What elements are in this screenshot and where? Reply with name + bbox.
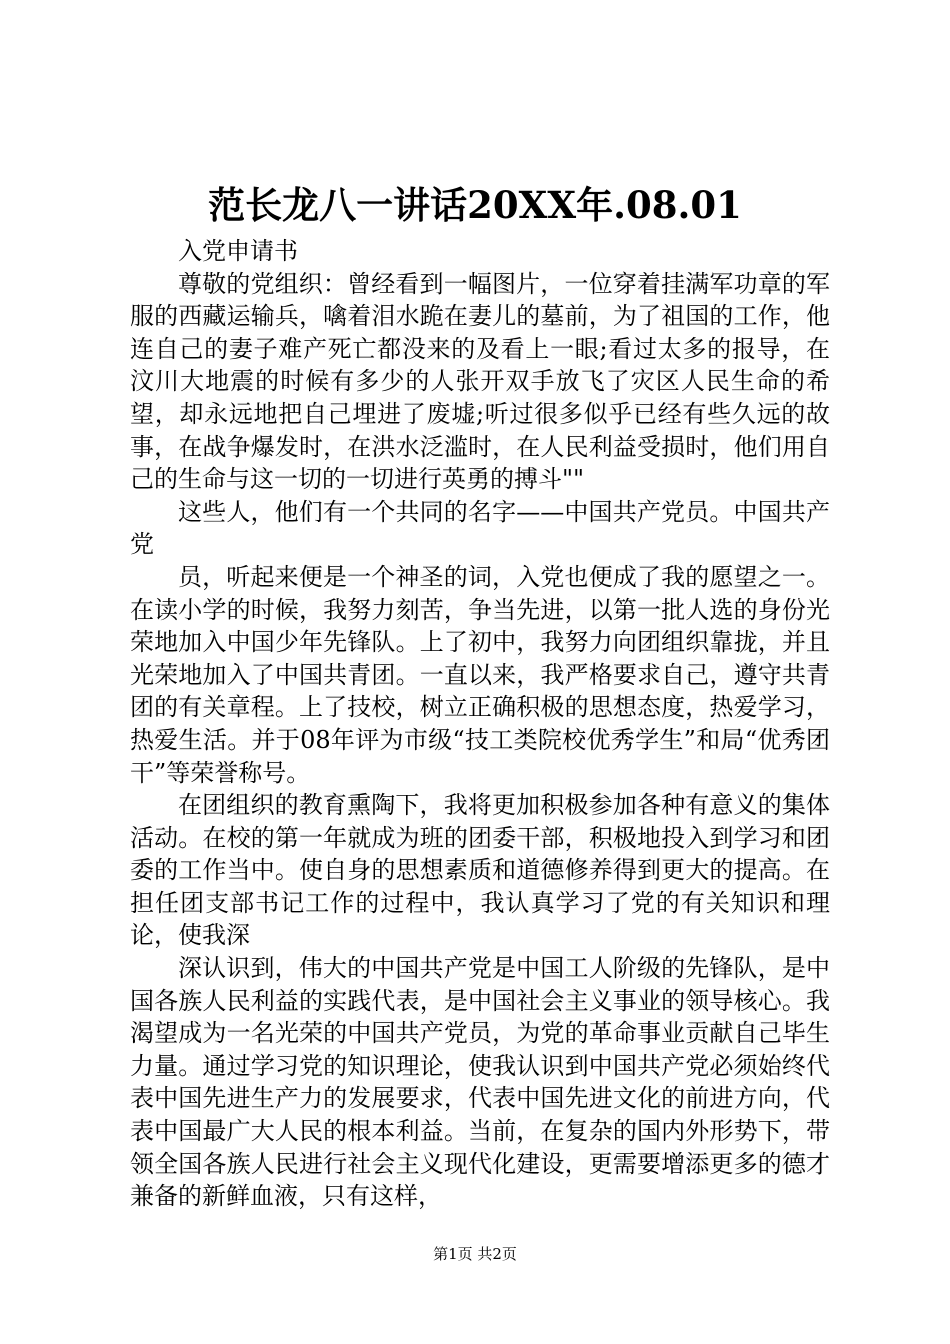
- paragraph: 深认识到，伟大的中国共产党是中国工人阶级的先锋队，是中国各族人民利益的实践代表，是中国社会主义事业的领导核心。我渴望成为一名光荣的中国共产党员，为党的革命事业贡献自己毕生力量。通过学习党的知识理论，使我认识到中国共产党必须始终代表中国先进生产力的发展要求，代表中国先进文化的前进方向，代表中国最广大人民的根本利益。当前，在复杂的国内外形势下，带领全国各族人民进行社会主义现代化建设，更需要增添更多的德才兼备的新鲜血液，只有这样，: [130, 954, 830, 1211]
- document-title: 范长龙八一讲话20XX年.08.01: [208, 183, 742, 227]
- document-body: [130, 235, 830, 1213]
- paragraph: 尊敬的党组织：曾经看到一幅图片，一位穿着挂满军功章的军服的西藏运输兵，噙着泪水跪在妻儿的墓前，为了祖国的工作，他连自己的妻子难产死亡都没来的及看上一眼;看过太多的报导，在汶川大地震的时候有多少的人张开双手放飞了灾区人民生命的希望，却永远地把自己埋进了废墟;听过很多似乎已经有些久远的故事，在战争爆发时，在洪水泛滥时，在人民利益受损时，他们用自己的生命与这一切的一切进行英勇的搏斗"": [130, 269, 830, 494]
- paragraph: 在团组织的教育熏陶下，我将更加积极参加各种有意义的集体活动。在校的第一年就成为班的团委干部，积极地投入到学习和团委的工作当中。使自身的思想素质和道德修养得到更大的提高。在担任团支部书记工作的过程中，我认真学习了党的有关知识和理论，使我深: [130, 791, 830, 950]
- paragraph: 这些人，他们有一个共同的名字——中国共产党员。中国共产党: [130, 497, 830, 559]
- paragraph: 员，听起来便是一个神圣的词，入党也便成了我的愿望之一。在读小学的时候，我努力刻苦，争当先进，以第一批人选的身份光荣地加入中国少年先锋队。上了初中，我努力向团组织靠拢，并且光荣地加入了中国共青团。一直以来，我严格要求自己，遵守共青团的有关章程。上了技校，树立正确积极的思想态度，热爱学习，热爱生活。并于08年评为市级“技工类院校优秀学生”和局“优秀团干”等荣誉称号。: [130, 562, 830, 787]
- paragraph-heading: 入党申请书: [178, 237, 298, 265]
- page-number-footer: 第1页 共2页: [433, 1245, 517, 1263]
